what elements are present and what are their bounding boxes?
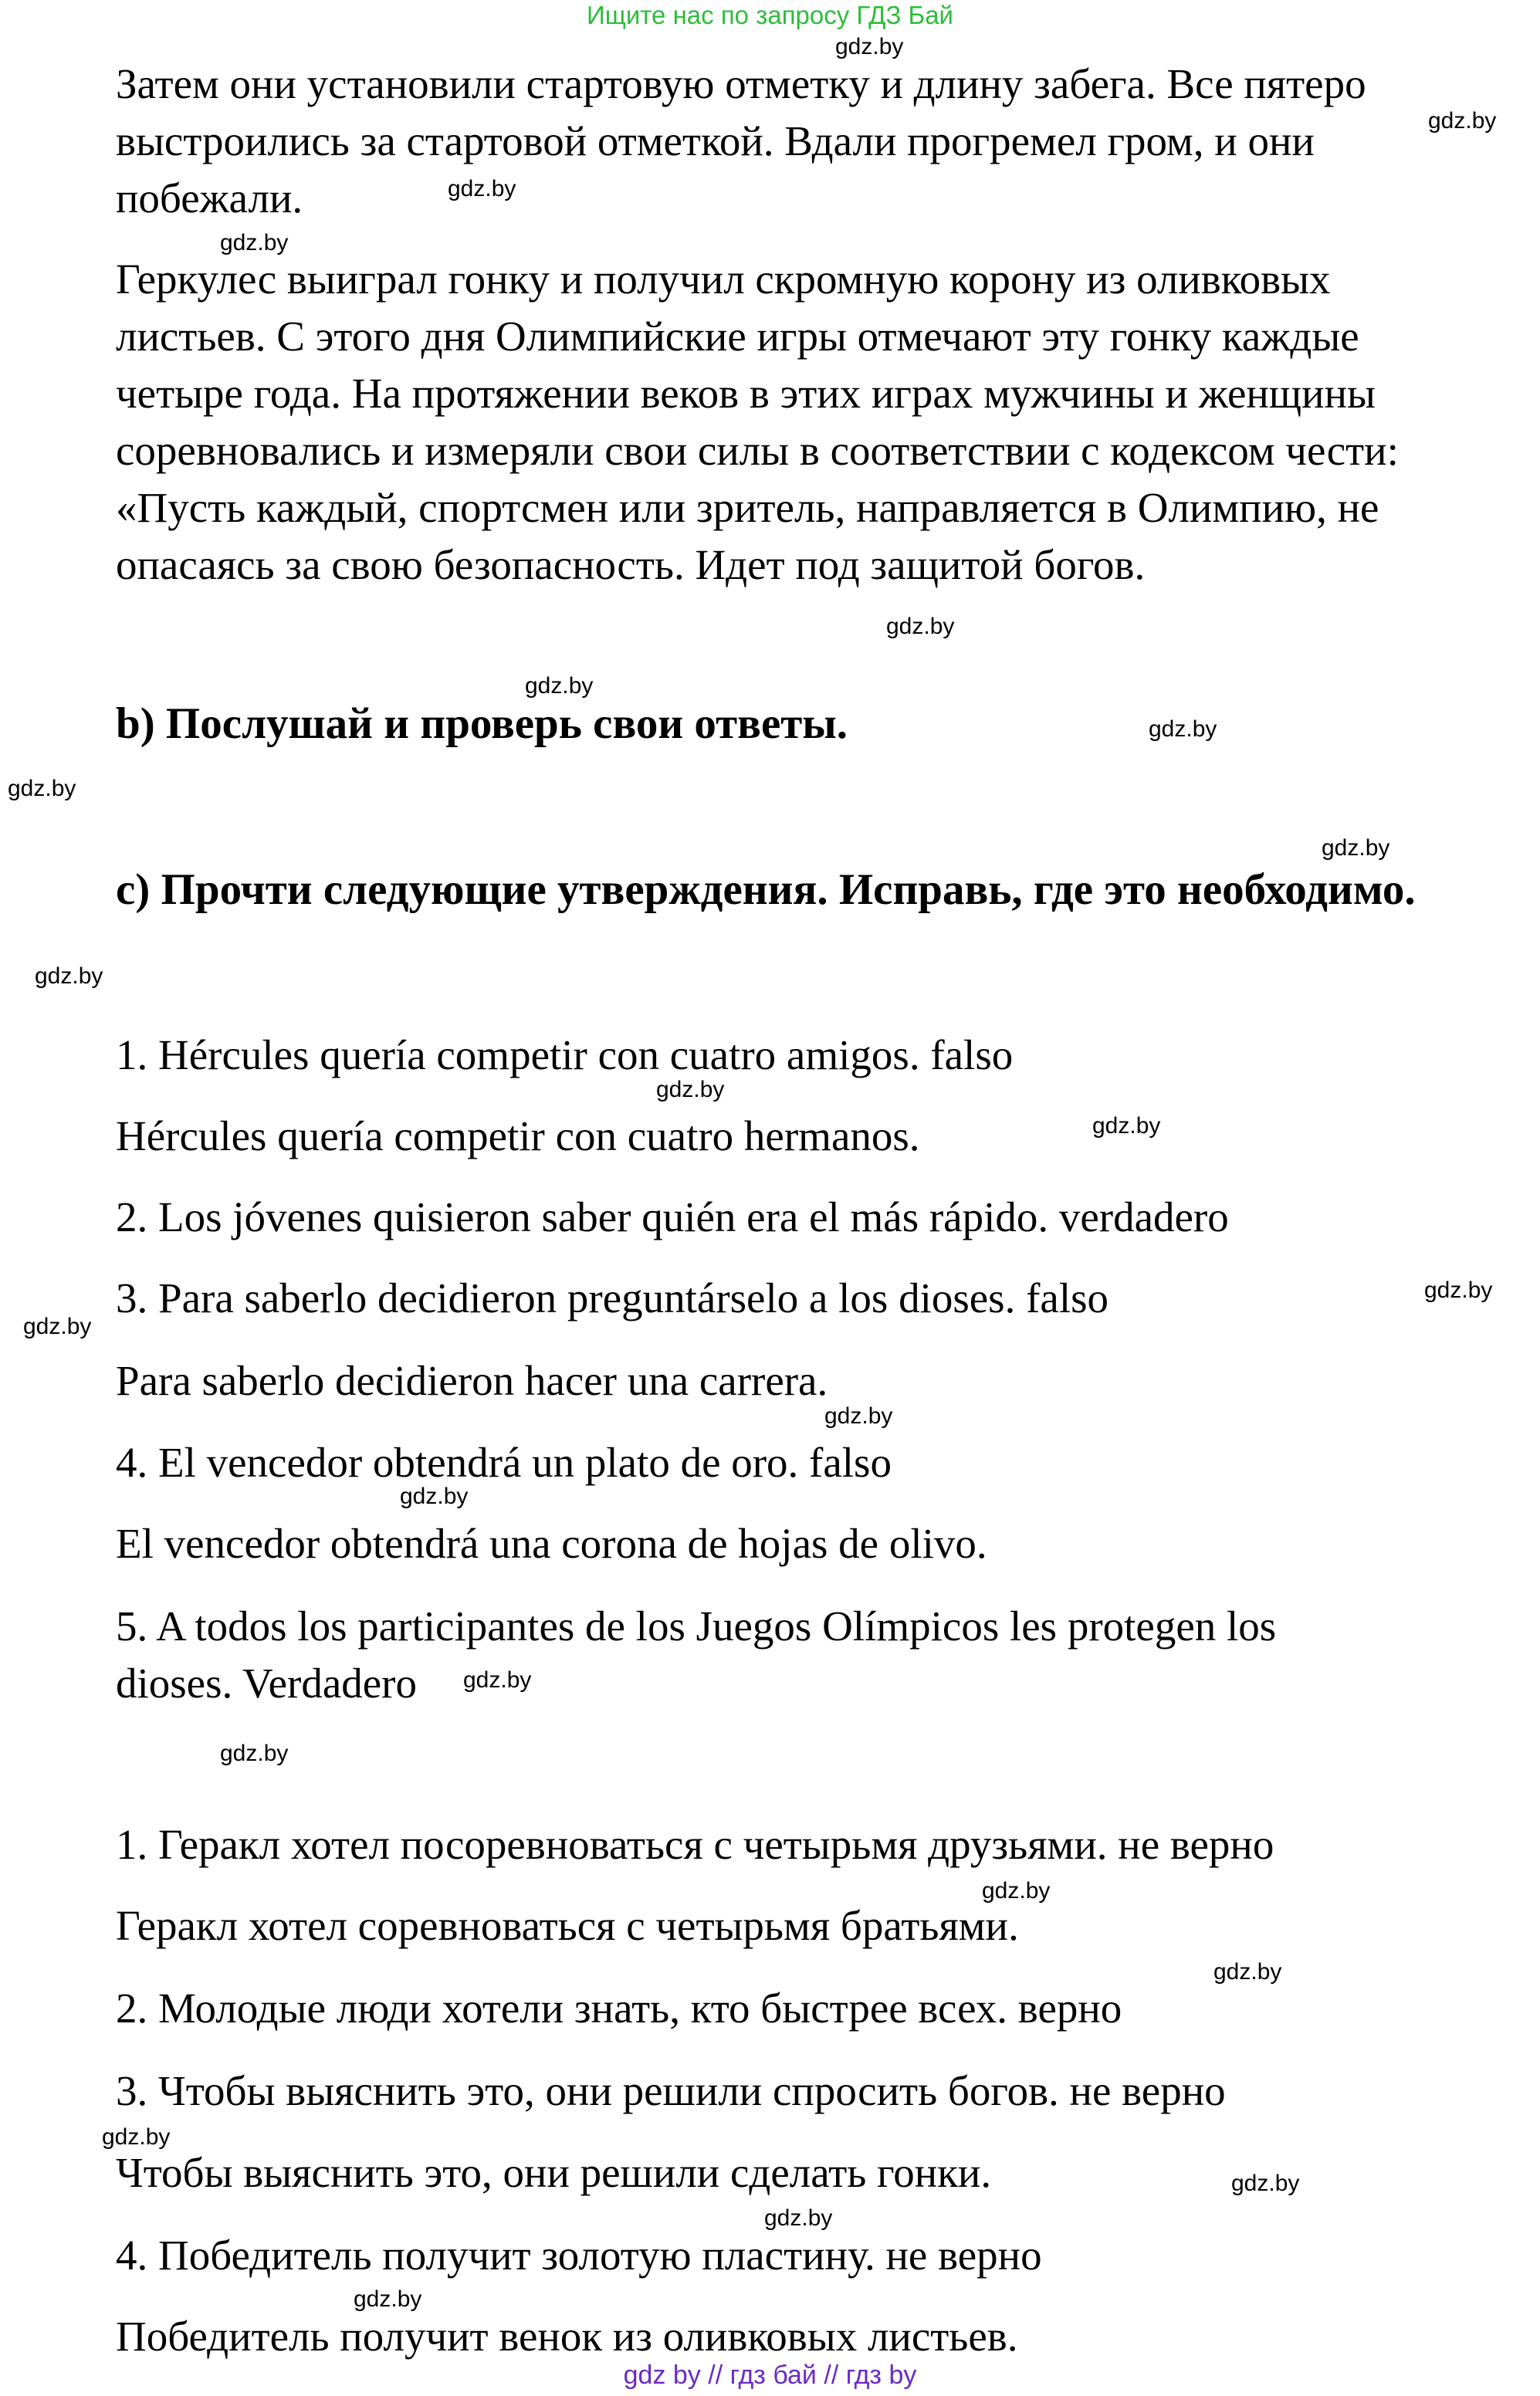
watermark: gdz.by <box>1428 108 1497 134</box>
ru-correction-4: Победитель получит венок из оливковых листьев. <box>116 2313 1018 2360</box>
ru-correction-3: Чтобы выяснить это, они решили сделать гонки. <box>116 2149 992 2196</box>
watermark: gdz.by <box>448 176 516 201</box>
task-c-heading: c) Прочти следующие утверждения. Исправь, где это необходимо. <box>116 865 1416 914</box>
es-statement-1: 1. Hércules quería competir con cuatro amigos. falso <box>116 1031 1014 1078</box>
watermark: gdz.by <box>824 1403 893 1429</box>
watermark: gdz.by <box>835 34 904 59</box>
ru-correction-1: Геракл хотел соревноваться с четырьмя братьями. <box>116 1902 1019 1949</box>
watermark: gdz.by <box>982 1878 1051 1904</box>
footer-links: gdz by // гдз бай // гдз by <box>623 2360 917 2390</box>
ru-statement-4: 4. Победитель получит золотую пластину. не верно <box>116 2232 1042 2279</box>
story-line-4: соревновались и измеряли свои силы в соответствии с кодексом чести: <box>116 427 1399 474</box>
watermark: gdz.by <box>764 2205 833 2231</box>
story-line-1: Геркулес выиграл гонку и получил скромную корону из оливковых <box>116 256 1331 303</box>
es-statement-4: 4. El vencedor obtendrá un plato de oro. falso <box>116 1439 892 1486</box>
watermark: gdz.by <box>1424 1278 1493 1303</box>
ru-statement-3: 3. Чтобы выяснить это, они решили спросить богов. не верно <box>116 2067 1226 2114</box>
watermark: gdz.by <box>1231 2171 1300 2196</box>
es-statement-3: 3. Para saberlo decidieron preguntárselo a los dioses. falso <box>116 1274 1109 1322</box>
intro-line-2: выстроились за стартовой отметкой. Вдали прогремел гром, и они <box>116 117 1315 164</box>
intro-line-3: побежали. <box>116 174 303 222</box>
story-line-6: опасаясь за свою безопасность. Идет под защитой богов. <box>116 541 1146 588</box>
es-statement-2: 2. Los jóvenes quisieron saber quién era el más rápido. verdadero <box>116 1193 1229 1240</box>
ru-statement-1: 1. Геракл хотел посоревноваться с четырьмя друзьями. не верно <box>116 1821 1274 1868</box>
watermark: gdz.by <box>463 1667 532 1693</box>
ru-statement-2: 2. Молодые люди хотели знать, кто быстрее всех. верно <box>116 1985 1122 2032</box>
watermark: gdz.by <box>1149 716 1217 742</box>
watermark: gdz.by <box>886 614 955 639</box>
es-statement-5 <box>116 1598 1276 1712</box>
watermark: gdz.by <box>23 1314 92 1339</box>
watermark: gdz.by <box>1213 1959 1282 1985</box>
watermark: gdz.by <box>1322 835 1390 861</box>
watermark: gdz.by <box>8 776 76 801</box>
es-statement-5-line-2: dioses. Verdadero <box>116 1660 417 1707</box>
story-line-3: четыре года. На протяжении веков в этих играх мужчины и женщины <box>116 370 1376 417</box>
story-paragraph <box>116 251 1399 594</box>
watermark: gdz.by <box>400 1484 469 1509</box>
watermark: gdz.by <box>220 230 289 256</box>
watermark: gdz.by <box>102 2124 171 2150</box>
watermark: gdz.by <box>220 1741 289 1766</box>
es-correction-1: Hércules quería competir con cuatro hermanos. <box>116 1112 920 1159</box>
watermark: gdz.by <box>525 673 594 699</box>
story-line-5: «Пусть каждый, спортсмен или зритель, направляется в Олимпию, не <box>116 484 1379 531</box>
intro-line-1: Затем они установили стартовую отметку и длину забега. Все пятеро <box>116 60 1366 107</box>
watermark: gdz.by <box>1092 1113 1161 1139</box>
watermark: gdz.by <box>35 963 103 989</box>
watermark: gdz.by <box>656 1077 725 1102</box>
search-banner: Ищите нас по запросу ГДЗ Бай <box>587 1 953 29</box>
es-correction-4: El vencedor obtendrá una corona de hojas de olivo. <box>116 1520 987 1567</box>
task-b-heading: b) Послушай и проверь свои ответы. <box>116 699 848 748</box>
es-correction-3: Para saberlo decidieron hacer una carrera. <box>116 1357 828 1404</box>
intro-paragraph <box>116 56 1366 227</box>
es-statement-5-line-1: 5. A todos los participantes de los Juegos Olímpicos les protegen los <box>116 1602 1277 1650</box>
watermark: gdz.by <box>354 2286 422 2312</box>
story-line-2: листьев. С этого дня Олимпийские игры отмечают эту гонку каждые <box>116 313 1359 360</box>
